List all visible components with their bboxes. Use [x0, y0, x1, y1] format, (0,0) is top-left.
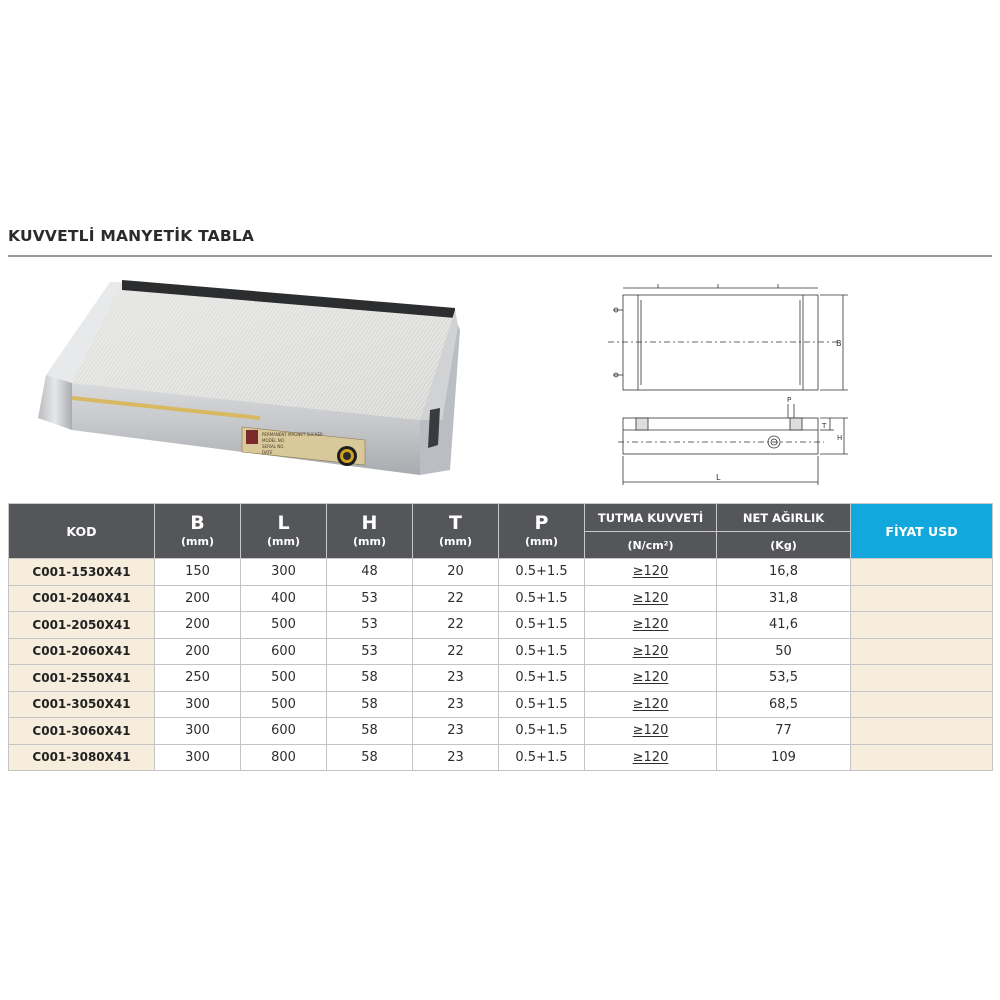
cell-weight: 53,5 [717, 665, 851, 692]
header-force: TUTMA KUVVETİ [585, 504, 717, 532]
dim-label-h: H [837, 434, 843, 442]
cell-force: ≥120 [585, 585, 717, 612]
cell-p: 0.5+1.5 [499, 691, 585, 718]
cell-t: 22 [413, 638, 499, 665]
plate-line-2: MODEL NO. [262, 438, 285, 443]
cell-l: 600 [241, 718, 327, 745]
cell-kod: C001-2040X41 [9, 585, 155, 612]
header-p-unit: (mm) [525, 535, 558, 548]
cell-weight: 77 [717, 718, 851, 745]
cell-l: 500 [241, 612, 327, 639]
cell-h: 58 [327, 691, 413, 718]
header-force-unit: (N/cm²) [585, 532, 717, 559]
cell-p: 0.5+1.5 [499, 638, 585, 665]
cell-price [851, 585, 993, 612]
header-p-label: P [534, 512, 549, 534]
table-row [9, 665, 993, 692]
cell-b: 200 [155, 585, 241, 612]
cell-weight: 31,8 [717, 585, 851, 612]
cell-p: 0.5+1.5 [499, 585, 585, 612]
cell-price [851, 691, 993, 718]
cell-price [851, 744, 993, 771]
header-h-label: H [361, 512, 378, 534]
header-p [499, 504, 585, 559]
cell-t: 23 [413, 691, 499, 718]
header-kod: KOD [9, 504, 155, 559]
cell-price [851, 665, 993, 692]
cell-kod: C001-1530X41 [9, 559, 155, 586]
cell-force: ≥120 [585, 691, 717, 718]
header-b-label: B [190, 512, 205, 534]
table-row [9, 612, 993, 639]
cell-t: 23 [413, 718, 499, 745]
table-row [9, 744, 993, 771]
table-row [9, 718, 993, 745]
plate-line-1: PERMANENT MAGNET SUCKER [262, 432, 323, 437]
header-b [155, 504, 241, 559]
cell-b: 200 [155, 638, 241, 665]
cell-h: 53 [327, 612, 413, 639]
header-b-unit: (mm) [181, 535, 214, 548]
header-h-unit: (mm) [353, 535, 386, 548]
dim-label-p: P [787, 396, 792, 404]
header-t-unit: (mm) [439, 535, 472, 548]
cell-p: 0.5+1.5 [499, 744, 585, 771]
cell-price [851, 638, 993, 665]
cell-h: 58 [327, 744, 413, 771]
title-divider [8, 255, 992, 257]
cell-l: 500 [241, 691, 327, 718]
cell-force: ≥120 [585, 638, 717, 665]
cell-force: ≥120 [585, 665, 717, 692]
page-title: KUVVETLİ MANYETİK TABLA [8, 227, 255, 245]
cell-kod: C001-3080X41 [9, 744, 155, 771]
cell-h: 53 [327, 638, 413, 665]
cell-kod: C001-2060X41 [9, 638, 155, 665]
cell-b: 200 [155, 612, 241, 639]
cell-force: ≥120 [585, 744, 717, 771]
cell-kod: C001-3060X41 [9, 718, 155, 745]
cell-weight: 16,8 [717, 559, 851, 586]
header-t [413, 504, 499, 559]
cell-b: 300 [155, 691, 241, 718]
cell-price [851, 612, 993, 639]
cell-weight: 50 [717, 638, 851, 665]
cell-t: 22 [413, 612, 499, 639]
cell-weight: 109 [717, 744, 851, 771]
table-row [9, 559, 993, 586]
plate-line-3: SERIAL NO. [262, 444, 285, 449]
cell-h: 48 [327, 559, 413, 586]
header-weight: NET AĞIRLIK [717, 504, 851, 532]
header-l [241, 504, 327, 559]
cell-force: ≥120 [585, 612, 717, 639]
cell-kod: C001-2550X41 [9, 665, 155, 692]
header-t-label: T [449, 512, 462, 534]
cell-h: 58 [327, 665, 413, 692]
cell-weight: 41,6 [717, 612, 851, 639]
cell-l: 600 [241, 638, 327, 665]
cell-p: 0.5+1.5 [499, 665, 585, 692]
table-row [9, 691, 993, 718]
cell-p: 0.5+1.5 [499, 559, 585, 586]
cell-kod: C001-2050X41 [9, 612, 155, 639]
cell-t: 22 [413, 585, 499, 612]
plate-line-4: DATE [262, 450, 273, 455]
cell-l: 400 [241, 585, 327, 612]
header-h [327, 504, 413, 559]
cell-force: ≥120 [585, 718, 717, 745]
cell-h: 53 [327, 585, 413, 612]
header-weight-unit: (Kg) [717, 532, 851, 559]
dim-label-l: L [716, 473, 721, 482]
header-l-label: L [277, 512, 290, 534]
header-price: FİYAT USD [851, 504, 993, 559]
cell-l: 800 [241, 744, 327, 771]
cell-t: 23 [413, 744, 499, 771]
cell-t: 20 [413, 559, 499, 586]
cell-h: 58 [327, 718, 413, 745]
header-l-unit: (mm) [267, 535, 300, 548]
cell-l: 500 [241, 665, 327, 692]
table-row [9, 638, 993, 665]
cell-p: 0.5+1.5 [499, 612, 585, 639]
cell-price [851, 559, 993, 586]
cell-b: 300 [155, 718, 241, 745]
technical-drawing [598, 270, 860, 498]
dim-label-b: B [836, 339, 842, 348]
cell-b: 150 [155, 559, 241, 586]
table-row [9, 585, 993, 612]
cell-force: ≥120 [585, 559, 717, 586]
cell-weight: 68,5 [717, 691, 851, 718]
dim-label-t: T [822, 422, 827, 430]
magnetic-chuck-photo [10, 270, 460, 495]
cell-t: 23 [413, 665, 499, 692]
cell-p: 0.5+1.5 [499, 718, 585, 745]
cell-b: 300 [155, 744, 241, 771]
cell-l: 300 [241, 559, 327, 586]
cell-price [851, 718, 993, 745]
cell-b: 250 [155, 665, 241, 692]
spec-table [8, 503, 993, 771]
cell-kod: C001-3050X41 [9, 691, 155, 718]
